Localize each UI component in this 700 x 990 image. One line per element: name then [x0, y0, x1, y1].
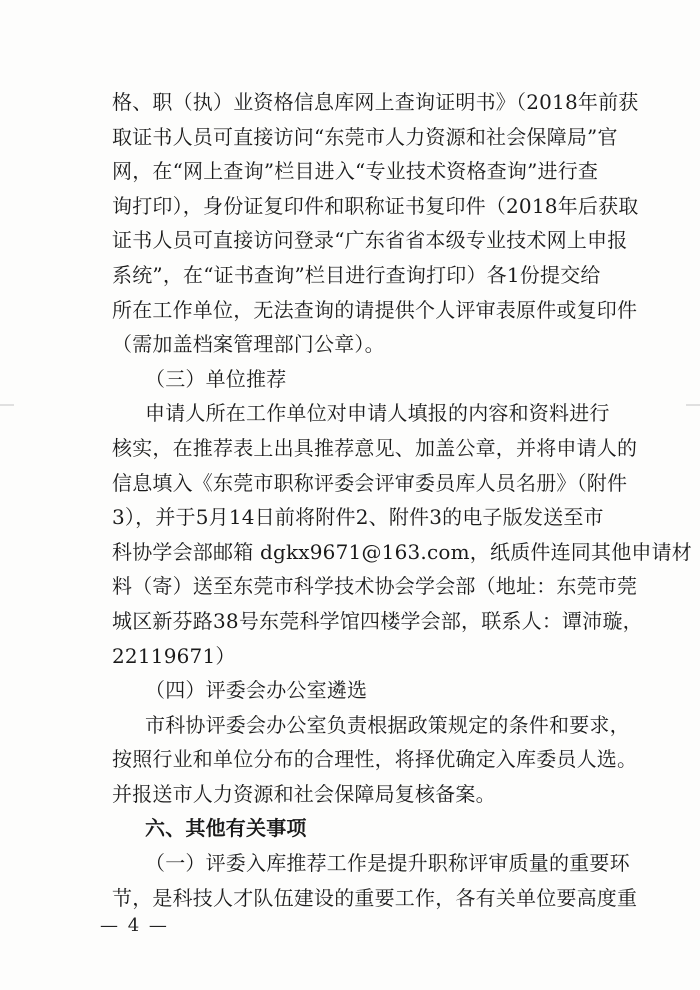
- paragraph-first-line: 市科协评委会办公室负责根据政策规定的条件和要求，: [145, 712, 630, 737]
- paragraph-first-line: 申请人所在工作单位对申请人填报的内容和资料进行: [145, 401, 610, 426]
- paragraph-first-line: （一）评委入库推荐工作是提升职称评审质量的重要环: [145, 851, 630, 876]
- section-heading-unit-recommendation: （三）单位推荐: [145, 366, 287, 391]
- text-line: 所在工作单位，无法查询的请提供个人评审表原件或复印件: [112, 297, 638, 322]
- text-line: 系统”，在“证书查询”栏目进行查询打印）各1份提交给: [112, 262, 601, 287]
- text-line: 料（寄）送至东莞市科学技术协会学会部（地址：东莞市莞: [112, 574, 638, 599]
- text-line: 询打印），身份证复印件和职称证书复印件（2018年后获取: [112, 193, 639, 218]
- page-number: — 4 —: [100, 915, 169, 936]
- text-line: 并报送市人力资源和社会保障局复核备案。: [112, 781, 496, 806]
- text-line: 信息填入《东莞市职称评委会评审委员库人员名册》（附件: [112, 470, 628, 495]
- text-line: 节，是科技人才队伍建设的重要工作，各有关单位要高度重: [112, 885, 638, 910]
- document-body: [112, 85, 692, 915]
- text-line: 取证书人员可直接访问“东莞市人力资源和社会保障局”官: [112, 124, 618, 149]
- section-heading-other-matters: 六、其他有关事项: [145, 816, 307, 841]
- text-line: 核实，在推荐表上出具推荐意见、加盖公章，并将申请人的: [112, 435, 638, 460]
- text-line: 按照行业和单位分布的合理性，将择优确定入库委员人选。: [112, 747, 638, 772]
- text-line: 城区新芬路38号东莞科学馆四楼学会部，联系人：谭沛璇，: [112, 608, 643, 633]
- text-line: 证书人员可直接访问登录“广东省省本级专业技术网上申报: [112, 228, 628, 253]
- text-line: 格、职（执）业资格信息库网上查询证明书》（2018年前获: [112, 90, 639, 114]
- scan-mark-left: [0, 404, 14, 406]
- section-heading-committee-selection: （四）评委会办公室遴选: [145, 678, 368, 703]
- text-line: 科协学会部邮箱 dgkx9671@163.com，纸质件连同其他申请材: [112, 539, 692, 564]
- text-line: 网，在“网上查询”栏目进入“专业技术资格查询”进行查: [112, 159, 599, 184]
- text-line: 22119671）: [112, 643, 236, 668]
- scan-mark-right: [686, 404, 700, 406]
- text-line: （需加盖档案管理部门公章）。: [112, 332, 385, 357]
- text-line: 3），并于5月14日前将附件2、附件3的电子版发送至市: [112, 505, 604, 530]
